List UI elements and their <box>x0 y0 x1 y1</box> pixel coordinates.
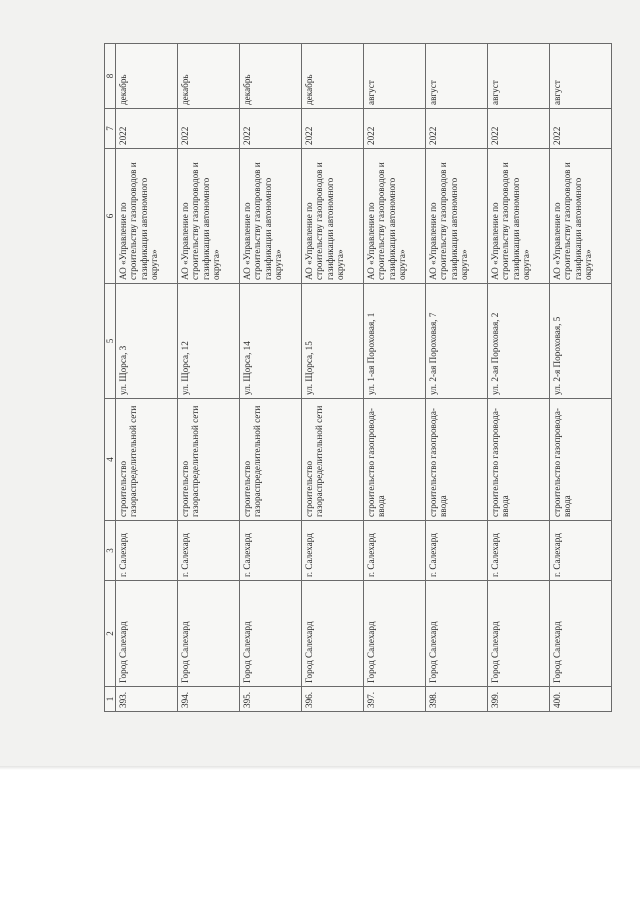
organization-cell: АО «Управление по строительству газопроводов и газификации автономного округа» <box>116 149 178 284</box>
work-type-cell: строительство газопровода-ввода <box>364 399 426 521</box>
rotated-table-container <box>104 44 612 712</box>
settlement-cell: г. Салехард <box>116 521 178 581</box>
year-cell: 2022 <box>116 109 178 149</box>
year-cell: 2022 <box>549 109 611 149</box>
row-number: 398. <box>426 687 488 712</box>
year-cell: 2022 <box>426 109 488 149</box>
settlement-cell: г. Салехард <box>364 521 426 581</box>
year-cell: 2022 <box>487 109 549 149</box>
month-cell: декабрь <box>302 44 364 109</box>
settlement-cell: г. Салехард <box>487 521 549 581</box>
municipality-cell: Город Салехард <box>426 581 488 687</box>
work-type-cell: строительство газораспределительной сети <box>116 399 178 521</box>
month-cell: август <box>487 44 549 109</box>
organization-cell: АО «Управление по строительству газопроводов и газификации автономного округа» <box>302 149 364 284</box>
address-cell: ул. Щорса, 12 <box>178 284 240 399</box>
year-cell: 2022 <box>240 109 302 149</box>
column-header: 7 <box>105 109 116 149</box>
municipality-cell: Город Салехард <box>487 581 549 687</box>
settlement-cell: г. Салехард <box>549 521 611 581</box>
municipality-cell: Город Салехард <box>549 581 611 687</box>
address-cell: ул. Щорса, 14 <box>240 284 302 399</box>
month-cell: декабрь <box>178 44 240 109</box>
work-type-cell: строительство газопровода-ввода <box>487 399 549 521</box>
address-cell: ул. 1-ая Пороховая, 1 <box>364 284 426 399</box>
scan-edge <box>0 766 640 770</box>
settlement-cell: г. Салехард <box>426 521 488 581</box>
table-row <box>302 44 364 712</box>
month-cell: август <box>549 44 611 109</box>
municipality-cell: Город Салехард <box>240 581 302 687</box>
organization-cell: АО «Управление по строительству газопроводов и газификации автономного округа» <box>364 149 426 284</box>
year-cell: 2022 <box>302 109 364 149</box>
month-cell: август <box>426 44 488 109</box>
address-cell: ул. 2-ая Пороховая, 2 <box>487 284 549 399</box>
settlement-cell: г. Салехард <box>240 521 302 581</box>
column-header: 2 <box>105 581 116 687</box>
table-row <box>116 44 178 712</box>
municipality-cell: Город Салехард <box>116 581 178 687</box>
work-type-cell: строительство газопровода-ввода <box>426 399 488 521</box>
organization-cell: АО «Управление по строительству газопроводов и газификации автономного округа» <box>426 149 488 284</box>
address-cell: ул. 2-ая Пороховая, 7 <box>426 284 488 399</box>
year-cell: 2022 <box>178 109 240 149</box>
row-number: 400. <box>549 687 611 712</box>
table-row <box>487 44 549 712</box>
column-header: 5 <box>105 284 116 399</box>
table-row <box>178 44 240 712</box>
row-number: 399. <box>487 687 549 712</box>
table-row <box>549 44 611 712</box>
municipality-cell: Город Салехард <box>302 581 364 687</box>
address-cell: ул. Щорса, 15 <box>302 284 364 399</box>
header-row <box>105 44 116 712</box>
year-cell: 2022 <box>364 109 426 149</box>
column-header: 4 <box>105 399 116 521</box>
column-header: 1 <box>105 687 116 712</box>
row-number: 394. <box>178 687 240 712</box>
address-cell: ул. Щорса, 3 <box>116 284 178 399</box>
column-header: 6 <box>105 149 116 284</box>
address-cell: ул. 2-я Пороховая, 5 <box>549 284 611 399</box>
settlement-cell: г. Салехард <box>302 521 364 581</box>
work-type-cell: строительство газораспределительной сети <box>178 399 240 521</box>
row-number: 396. <box>302 687 364 712</box>
gasification-table <box>104 43 612 712</box>
municipality-cell: Город Салехард <box>178 581 240 687</box>
work-type-cell: строительство газораспределительной сети <box>240 399 302 521</box>
table-row <box>240 44 302 712</box>
month-cell: декабрь <box>116 44 178 109</box>
row-number: 395. <box>240 687 302 712</box>
column-header: 3 <box>105 521 116 581</box>
row-number: 393. <box>116 687 178 712</box>
table-row <box>364 44 426 712</box>
month-cell: август <box>364 44 426 109</box>
month-cell: декабрь <box>240 44 302 109</box>
organization-cell: АО «Управление по строительству газопроводов и газификации автономного округа» <box>549 149 611 284</box>
settlement-cell: г. Салехард <box>178 521 240 581</box>
work-type-cell: строительство газораспределительной сети <box>302 399 364 521</box>
organization-cell: АО «Управление по строительству газопроводов и газификации автономного округа» <box>178 149 240 284</box>
organization-cell: АО «Управление по строительству газопроводов и газификации автономного округа» <box>487 149 549 284</box>
column-header: 8 <box>105 44 116 109</box>
municipality-cell: Город Салехард <box>364 581 426 687</box>
organization-cell: АО «Управление по строительству газопроводов и газификации автономного округа» <box>240 149 302 284</box>
work-type-cell: строительство газопровода-ввода <box>549 399 611 521</box>
row-number: 397. <box>364 687 426 712</box>
table-row <box>426 44 488 712</box>
